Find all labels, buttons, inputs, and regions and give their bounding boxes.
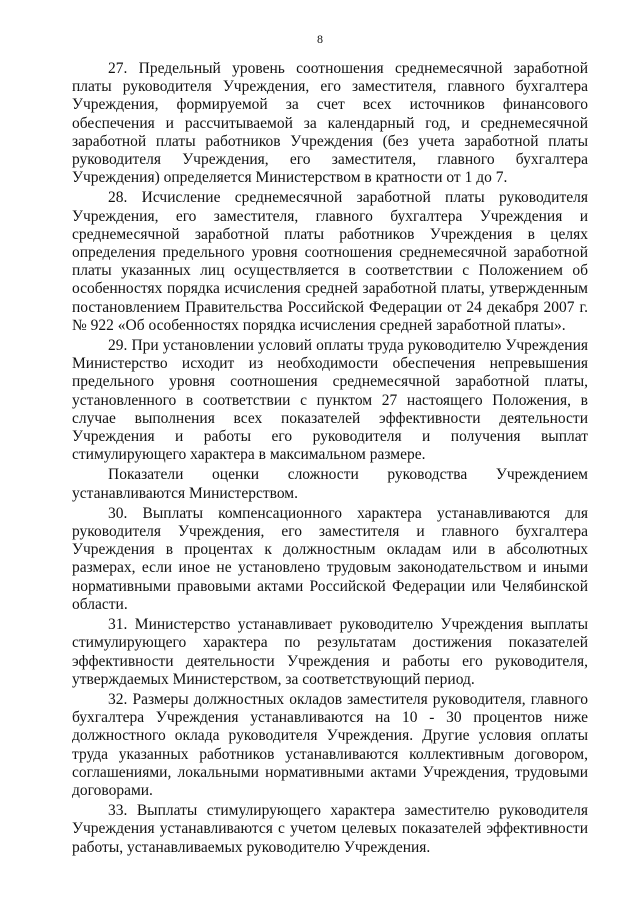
paragraph-32: 32. Размеры должностных окладов заместителя руководителя, главного бухгалтера Учреждения устанавливаются на 10 - 30 процентов ниже должностного оклада руководителя Учреждения. Другие условия оплаты труда указанных работников устанавливаются коллективным договором, соглашениями, локальными нормативными актами Учреждения, трудовыми договорами. <box>72 690 588 799</box>
paragraph-28: 28. Исчисление среднемесячной заработной платы руководителя Учреждения, его заместителя, главного бухгалтера Учреждения и среднемесячной заработной платы работников Учреждения в целях определения предельного уровня соотношения среднемесячной заработной платы указанных лиц осуществляется в соответствии с Положением об особенностях порядка исчисления средней заработной платы, утвержденным постановлением Правительства Российской Федерации от 24 декабря 2007 г. № 922 «Об особенностях порядка исчисления средней заработной платы». <box>72 189 588 334</box>
paragraph-29: 29. При установлении условий оплаты труда руководителю Учреждения Министерство исходит из необходимости обеспечения непревышения предельного уровня соотношения среднемесячной заработной платы, установленного в соответствии с пунктом 27 настоящего Положения, в случае выполнения всех показателей эффективности деятельности Учреждения и работы его руководителя и получения выплат стимулирующего характера в максимальном размере. <box>72 337 588 464</box>
paragraph-27: 27. Предельный уровень соотношения среднемесячной заработной платы руководителя Учреждения, его заместителя, главного бухгалтера Учреждения, формируемой за счет всех источников финансового обеспечения и рассчитываемой за календарный год, и среднемесячной заработной платы работников Учреждения (без учета заработной платы руководителя Учреждения, его заместителя, главного бухгалтера Учреждения) определяется Министерством в кратности от 1 до 7. <box>72 60 588 187</box>
paragraph-29-indicators: Показатели оценки сложности руководства Учреждением устанавливаются Министерством. <box>72 466 588 502</box>
paragraph-31: 31. Министерство устанавливает руководителю Учреждения выплаты стимулирующего характера по результатам достижения показателей эффективности деятельности Учреждения и работы его руководителя, утверждаемых Министерством, за соответствующий период. <box>72 616 588 688</box>
paragraph-30: 30. Выплаты компенсационного характера устанавливаются для руководителя Учреждения, его заместителя и главного бухгалтера Учреждения в процентах к должностным окладам или в абсолютных размерах, если иное не установлено трудовым законодательством и иными нормативными правовыми актами Российской Федерации или Челябинской области. <box>72 504 588 613</box>
paragraph-33: 33. Выплаты стимулирующего характера заместителю руководителя Учреждения устанавливаются с учетом целевых показателей эффективности работы, устанавливаемых руководителю Учреждения. <box>72 802 588 856</box>
page-number: 8 <box>317 32 323 46</box>
document-body <box>72 60 588 859</box>
